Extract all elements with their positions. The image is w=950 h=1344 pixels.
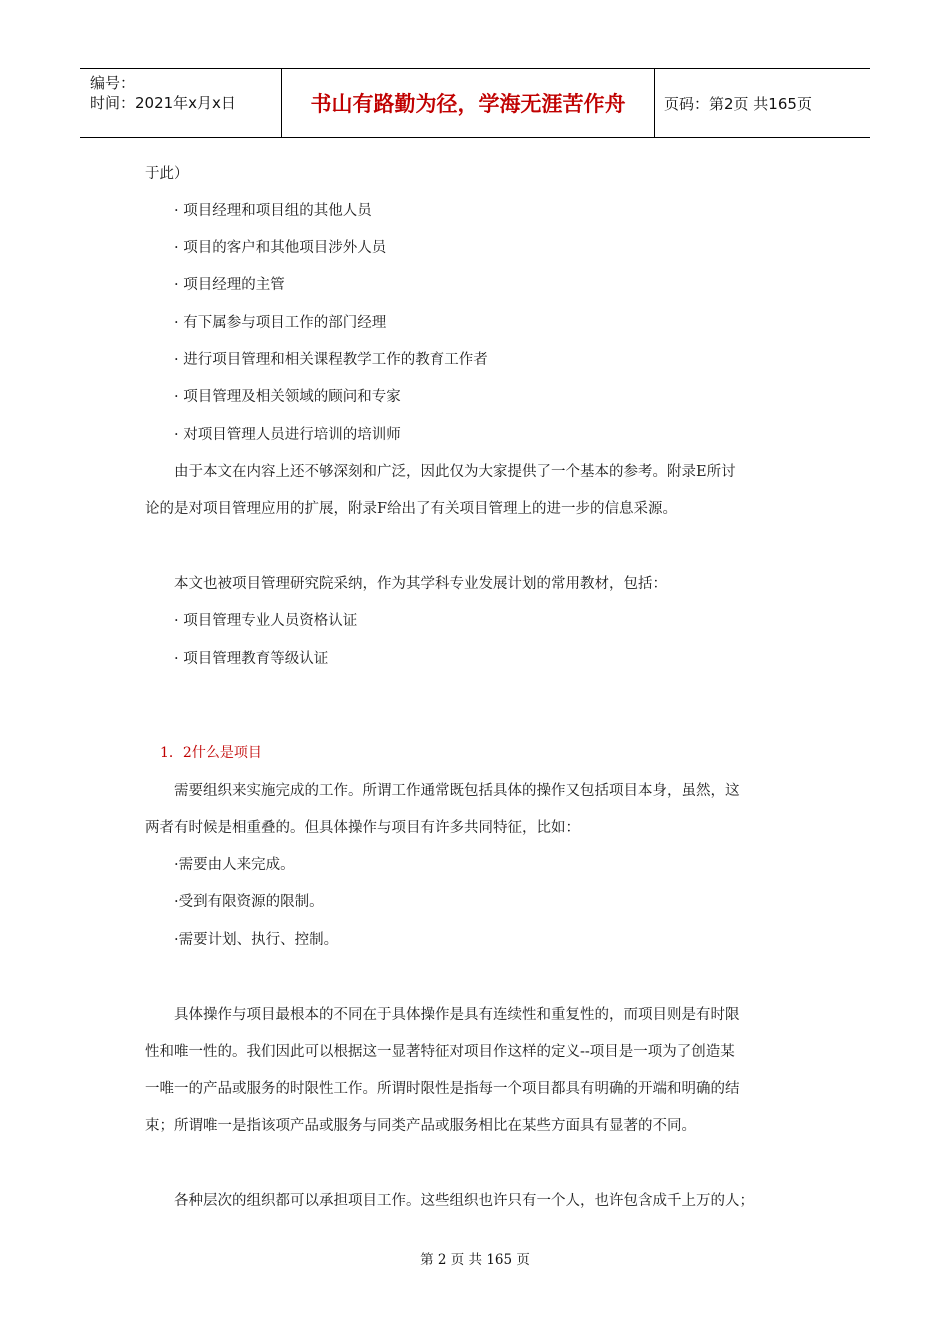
paragraph-line: 本文也被项目管理研究院采纳，作为其学科专业发展计划的常用教材，包括： [174,576,667,592]
paragraph-line: 束；所谓唯一是指该项产品或服务与同类产品或服务相比在某些方面具有显著的不同。 [145,1118,696,1134]
time-label: 时间：2021年x月x日 [90,94,236,112]
number-label: 编号： [90,74,136,92]
paragraph-line: 一唯一的产品或服务的时限性工作。所谓时限性是指每一个项目都具有明确的开端和明确的结 [145,1081,740,1097]
document-header [80,68,870,138]
paragraph-line: 两者有时候是相重叠的。但具体操作与项目有许多共同特征，比如： [145,820,580,836]
bullet-item: · 有下属参与项目工作的部门经理 [174,315,387,331]
bullet-item: · 项目的客户和其他项目涉外人员 [174,240,387,256]
bullet-item: · 项目经理和项目组的其他人员 [174,203,372,219]
bullet-item: · 进行项目管理和相关课程教学工作的教育工作者 [174,352,488,368]
paragraph-line: 各种层次的组织都可以承担项目工作。这些组织也许只有一个人，也许包含成千上万的人； [174,1193,754,1209]
paragraph-line: 性和唯一性的。我们因此可以根据这一显著特征对项目作这样的定义--项目是一项为了创造某 [145,1044,735,1060]
bullet-item: · 对项目管理人员进行培训的培训师 [174,427,401,443]
bullet-item: · 项目管理教育等级认证 [174,651,329,667]
header-page-info: 页码：第2页 共165页 [664,94,812,113]
text-line: 于此） [145,166,189,182]
header-meta [90,73,236,113]
paragraph-line: 需要组织来实施完成的工作。所谓工作通常既包括具体的操作又包括项目本身，虽然，这 [174,783,740,799]
section-heading: 1．2什么是项目 [160,745,262,761]
page-footer: 第 2 页 共 165 页 [420,1252,530,1268]
bullet-item: · 项目管理专业人员资格认证 [174,613,358,629]
bullet-item: · 项目管理及相关领域的顾问和专家 [174,389,401,405]
bullet-item: ·需要计划、执行、控制。 [174,932,339,948]
paragraph-line: 由于本文在内容上还不够深刻和广泛，因此仅为大家提供了一个基本的参考。附录E所讨 [174,464,736,480]
header-divider [654,69,655,137]
bullet-item: · 项目经理的主管 [174,277,285,293]
bullet-item: ·受到有限资源的限制。 [174,894,324,910]
paragraph-line: 论的是对项目管理应用的扩展，附录F给出了有关项目管理上的进一步的信息采源。 [145,501,678,517]
bullet-item: ·需要由人来完成。 [174,857,295,873]
paragraph-line: 具体操作与项目最根本的不同在于具体操作是具有连续性和重复性的，而项目则是有时限 [174,1007,740,1023]
header-motto: 书山有路勤为径，学海无涯苦作舟 [310,92,626,116]
